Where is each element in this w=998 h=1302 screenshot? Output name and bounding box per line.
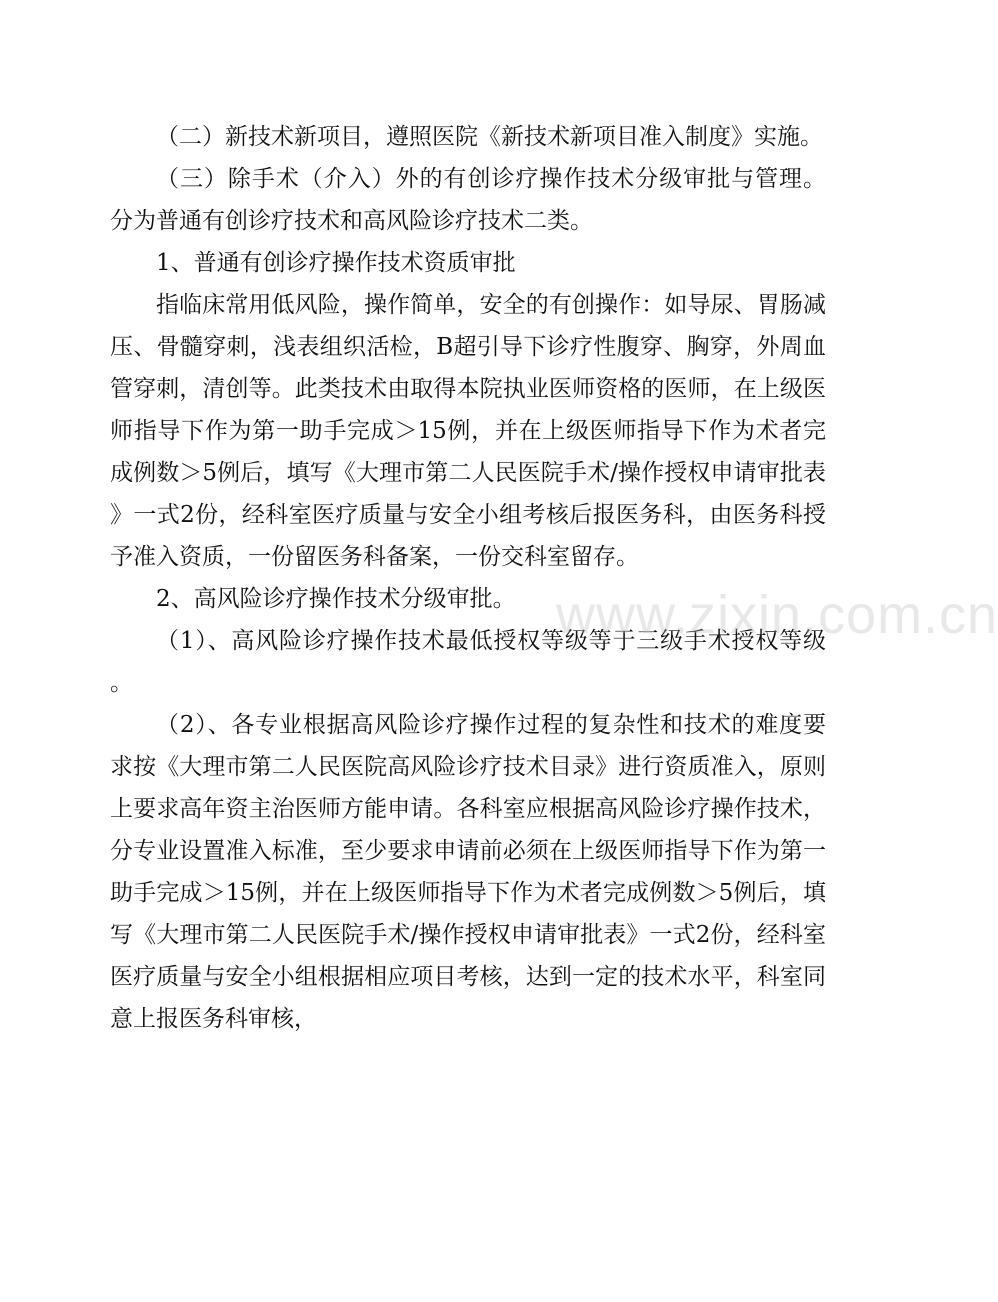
heading-ordinary-invasive-approval: 1、普通有创诊疗操作技术资质审批	[156, 250, 516, 276]
paragraph-high-risk-minimum-level: （1）、高风险诊疗操作技术最低授权等级等于三级手术授权等级。	[110, 628, 826, 696]
heading-high-risk-approval: 2、高风险诊疗操作技术分级审批。	[156, 586, 516, 612]
paragraph-ordinary-invasive-details: 指临床常用低风险，操作简单，安全的有创操作：如导尿、胃肠减压、骨髓穿刺，浅表组织活检，B超引导下诊疗性腹穿、胸穿，外周血管穿刺，清创等。此类技术由取得本院执业医师资格的医师，在上级医师指导下作为第一助手完成＞15例，并在上级医师指导下作为术者完成例数＞5例后，填写《大理市第二人民医院手术/操作授权申请审批表》一式2份，经科室医疗质量与安全小组考核后报医务科，由医务科授予准入资质，一份留医务科备案，一份交科室留存。	[110, 292, 826, 570]
document-body	[110, 116, 826, 1040]
paragraph-high-risk-requirements: （2）、各专业根据高风险诊疗操作过程的复杂性和技术的难度要求按《大理市第二人民医院高风险诊疗技术目录》进行资质准入，原则上要求高年资主治医师方能申请。各科室应根据高风险诊疗操作技术，分专业设置准入标准，至少要求申请前必须在上级医师指导下作为第一助手完成＞15例，并在上级医师指导下作为术者完成例数＞5例后，填写《大理市第二人民医院手术/操作授权申请审批表》一式2份，经科室医疗质量与安全小组根据相应项目考核，达到一定的技术水平，科室同意上报医务科审核，	[110, 712, 826, 1032]
watermark-text: www.zixin.com.cn	[556, 585, 998, 645]
paragraph-new-technology: （二）新技术新项目，遵照医院《新技术新项目准入制度》实施。	[156, 124, 823, 150]
paragraph-invasive-procedure-grading: （三）除手术（介入）外的有创诊疗操作技术分级审批与管理。 分为普通有创诊疗技术和高风险诊疗技术二类。	[110, 166, 826, 234]
